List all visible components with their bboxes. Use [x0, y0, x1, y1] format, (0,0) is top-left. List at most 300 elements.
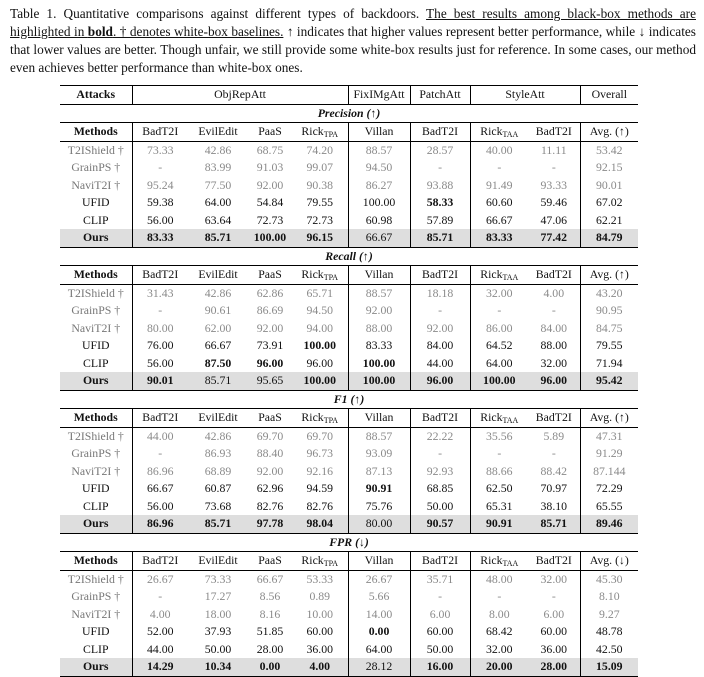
value-cell: 90.91	[470, 515, 528, 533]
value-cell: 91.29	[596, 446, 623, 460]
value-cell: 0.89	[292, 588, 348, 606]
value-cell: -	[497, 303, 502, 317]
value-cell: 67.02	[596, 195, 623, 209]
value-cell: 92.00	[256, 177, 284, 192]
method-name: T2IShield †	[60, 141, 132, 159]
value-cell: 28.12	[348, 658, 410, 676]
table-row	[60, 177, 638, 195]
value-cell: 85.71	[188, 515, 248, 533]
table-row	[60, 229, 638, 247]
table-row	[60, 641, 638, 659]
col-avg	[580, 123, 638, 142]
value-cell: -	[158, 446, 163, 460]
method-name: CLIP	[60, 212, 132, 230]
attacks-label: Attacks	[60, 86, 132, 105]
value-cell: 94.59	[292, 480, 348, 498]
col-rick-taa-subscript: TAA	[502, 416, 519, 425]
section-title-row	[60, 104, 638, 123]
col-badt2i	[132, 123, 188, 142]
value-cell: 42.86	[204, 285, 232, 300]
value-cell: 85.71	[188, 229, 248, 247]
column-header-row	[60, 266, 638, 285]
value-cell: 89.46	[580, 515, 638, 533]
value-cell: 100.00	[348, 194, 410, 212]
value-cell: 74.20	[292, 141, 348, 159]
col-badt2i-style-label: BadT2I	[535, 410, 572, 424]
value-cell: 32.00	[528, 355, 580, 373]
method-name: CLIP	[60, 355, 132, 373]
value-cell: 80.00	[348, 515, 410, 533]
value-cell: 22.22	[410, 427, 470, 445]
value-cell: 42.50	[596, 641, 623, 656]
col-paas-label: PaaS	[258, 410, 282, 424]
col-paas-label: PaaS	[258, 267, 282, 281]
value-cell: 76.00	[146, 338, 174, 352]
col-avg-label: Avg. (↓)	[589, 553, 629, 567]
value-cell: 60.87	[204, 481, 232, 495]
value-cell: 86.93	[204, 446, 232, 460]
value-cell: 17.27	[204, 589, 232, 603]
method-name: Ours	[60, 229, 132, 247]
group-fiximgatt: FixIMgAtt	[348, 86, 410, 105]
group-overall: Overall	[580, 86, 638, 105]
value-cell: 85.71	[410, 229, 470, 247]
value-cell: 18.18	[410, 284, 470, 302]
value-cell: 88.57	[348, 141, 410, 159]
col-badt2i-label: BadT2I	[142, 124, 179, 138]
value-cell: 56.00	[146, 498, 174, 513]
section-title-row	[60, 533, 638, 552]
value-cell: 32.00	[486, 285, 513, 300]
value-cell: 83.33	[470, 229, 528, 247]
value-cell: 96.00	[528, 372, 580, 390]
value-cell: 88.66	[486, 463, 513, 478]
value-cell: 84.79	[580, 229, 638, 247]
col-rick-tpa	[292, 409, 348, 428]
col-methods-label: Methods	[73, 124, 118, 138]
value-cell: 0.00	[248, 658, 292, 676]
group-styleatt: StyleAtt	[470, 86, 580, 105]
value-cell: 48.78	[596, 624, 623, 638]
value-cell: 69.70	[256, 428, 284, 443]
method-name: GrainPS †	[60, 445, 132, 463]
value-cell: 36.00	[292, 641, 348, 659]
value-cell: 8.10	[598, 589, 620, 603]
method-name: GrainPS †	[60, 159, 132, 177]
col-eviledit-label: EvilEdit	[198, 124, 238, 138]
col-villan-label: Villan	[364, 124, 394, 138]
value-cell: 72.73	[292, 212, 348, 230]
value-cell: 20.00	[470, 658, 528, 676]
value-cell: 66.67	[204, 338, 232, 352]
table-row	[60, 194, 638, 212]
table-row	[60, 570, 638, 588]
method-name: NaviT2I †	[60, 320, 132, 338]
table-caption	[10, 5, 696, 77]
col-badt2i-label: BadT2I	[142, 410, 179, 424]
col-badt2i-style-label: BadT2I	[535, 553, 572, 567]
value-cell: 90.01	[596, 177, 623, 192]
table-row	[60, 658, 638, 676]
value-cell: 37.93	[204, 624, 232, 638]
value-cell: 90.38	[292, 177, 348, 195]
value-cell: 96.15	[292, 229, 348, 247]
value-cell: 66.67	[146, 481, 174, 495]
col-rick-taa-label: Rick	[480, 410, 503, 424]
value-cell: 62.21	[596, 212, 623, 227]
value-cell: 62.86	[256, 285, 284, 300]
value-cell: 8.00	[488, 606, 510, 621]
value-cell: 95.42	[580, 372, 638, 390]
value-cell: 53.42	[596, 142, 623, 157]
value-cell: 68.85	[410, 480, 470, 498]
value-cell: 4.00	[528, 284, 580, 302]
results-table	[60, 85, 638, 677]
value-cell: 93.09	[348, 445, 410, 463]
col-villan	[348, 266, 410, 285]
value-cell: 10.34	[188, 658, 248, 676]
column-header-row	[60, 409, 638, 428]
table-row	[60, 606, 638, 624]
caption-rest: ↑ indicates that higher values represent better performance, while ↓ indicates that lower values are better. Though unfair, we still provide some white-box results just for reference. In some cases, our method even achieves better performance than white-box ones.	[10, 24, 696, 75]
value-cell: 95.65	[248, 372, 292, 390]
value-cell: 94.50	[348, 159, 410, 177]
value-cell: 90.95	[596, 303, 623, 317]
value-cell: 64.00	[348, 641, 410, 659]
value-cell: -	[410, 302, 470, 320]
value-cell: 42.86	[204, 142, 232, 157]
value-cell: 82.76	[292, 498, 348, 516]
col-methods-label: Methods	[73, 553, 118, 567]
value-cell: 92.15	[596, 160, 623, 174]
value-cell: 4.00	[292, 658, 348, 676]
col-badt2i-style	[528, 266, 580, 285]
value-cell: 75.76	[348, 498, 410, 516]
value-cell: 83.33	[132, 229, 188, 247]
value-cell: 35.71	[410, 570, 470, 588]
value-cell: 93.33	[528, 177, 580, 195]
value-cell: 72.73	[256, 212, 284, 227]
value-cell: 100.00	[248, 229, 292, 247]
value-cell: 99.07	[292, 159, 348, 177]
value-cell: 14.00	[348, 606, 410, 624]
value-cell: 85.71	[528, 515, 580, 533]
method-name: UFID	[60, 337, 132, 355]
col-rick-taa-subscript: TAA	[502, 273, 519, 282]
value-cell: 60.00	[528, 623, 580, 641]
col-rick-tpa	[292, 552, 348, 571]
value-cell: 70.97	[528, 480, 580, 498]
caption-highlight-b: . † denotes white-box baselines.	[112, 24, 284, 39]
value-cell: 47.31	[596, 428, 623, 443]
col-eviledit-label: EvilEdit	[198, 410, 238, 424]
method-name: CLIP	[60, 641, 132, 659]
column-header-row	[60, 552, 638, 571]
col-paas-label: PaaS	[258, 124, 282, 138]
col-rick-tpa-subscript: TPA	[323, 416, 339, 425]
value-cell: 86.69	[256, 303, 284, 317]
col-rick-taa	[470, 123, 528, 142]
col-badt2i-patch-label: BadT2I	[422, 267, 459, 281]
method-name: NaviT2I †	[60, 606, 132, 624]
value-cell: 43.20	[596, 285, 623, 300]
method-name: Ours	[60, 658, 132, 676]
value-cell: 100.00	[292, 372, 348, 390]
method-name: UFID	[60, 194, 132, 212]
value-cell: -	[528, 302, 580, 320]
value-cell: -	[158, 160, 163, 174]
value-cell: 14.29	[132, 658, 188, 676]
col-eviledit-label: EvilEdit	[198, 553, 238, 567]
value-cell: 50.00	[204, 641, 232, 656]
value-cell: 6.00	[528, 606, 580, 624]
value-cell: -	[158, 303, 163, 317]
col-badt2i-patch-label: BadT2I	[422, 124, 459, 138]
table-row	[60, 141, 638, 159]
value-cell: -	[410, 159, 470, 177]
col-avg	[580, 552, 638, 571]
column-header-row	[60, 123, 638, 142]
col-badt2i-style-label: BadT2I	[535, 124, 572, 138]
attacks-header-row	[60, 86, 638, 105]
caption-highlight-bold: bold	[87, 24, 113, 39]
col-rick-tpa-subscript: TPA	[323, 559, 339, 568]
value-cell: 98.04	[292, 515, 348, 533]
value-cell: 92.00	[256, 320, 284, 335]
value-cell: 94.00	[292, 320, 348, 338]
value-cell: 9.27	[598, 606, 620, 621]
method-name: T2IShield †	[60, 427, 132, 445]
col-rick-tpa-subscript: TPA	[323, 130, 339, 139]
col-rick-taa-label: Rick	[480, 267, 503, 281]
col-methods	[60, 123, 132, 142]
value-cell: 87.144	[593, 463, 626, 478]
value-cell: 90.61	[204, 303, 232, 317]
value-cell: 91.49	[486, 177, 513, 192]
table-row	[60, 284, 638, 302]
value-cell: 73.91	[256, 338, 284, 352]
value-cell: 68.89	[204, 463, 232, 478]
value-cell: 56.00	[146, 212, 174, 227]
value-cell: 58.33	[410, 194, 470, 212]
method-name: Ours	[60, 372, 132, 390]
section-title-row	[60, 390, 638, 409]
table-row	[60, 623, 638, 641]
col-avg-label: Avg. (↑)	[589, 124, 629, 138]
value-cell: 10.00	[292, 606, 348, 624]
value-cell: 69.70	[292, 427, 348, 445]
col-villan	[348, 409, 410, 428]
method-name: NaviT2I †	[60, 463, 132, 481]
col-badt2i-label: BadT2I	[142, 553, 179, 567]
col-rick-taa-label: Rick	[480, 124, 503, 138]
value-cell: 53.33	[292, 570, 348, 588]
group-patchatt: PatchAtt	[410, 86, 470, 105]
value-cell: 66.67	[348, 229, 410, 247]
value-cell: 4.00	[149, 606, 171, 621]
value-cell: 62.00	[204, 320, 232, 335]
value-cell: 100.00	[292, 337, 348, 355]
value-cell: 60.00	[410, 623, 470, 641]
section-title: Recall (↑)	[60, 247, 638, 266]
value-cell: -	[528, 588, 580, 606]
table-row	[60, 463, 638, 481]
value-cell: 15.09	[580, 658, 638, 676]
value-cell: 54.84	[256, 195, 284, 209]
table-row	[60, 498, 638, 516]
col-eviledit-label: EvilEdit	[198, 267, 238, 281]
value-cell: 8.56	[259, 589, 281, 603]
value-cell: 90.91	[348, 480, 410, 498]
col-badt2i	[132, 409, 188, 428]
col-badt2i-patch	[410, 266, 470, 285]
col-badt2i-style	[528, 552, 580, 571]
table-row	[60, 355, 638, 373]
value-cell: -	[497, 160, 502, 174]
method-name: T2IShield †	[60, 284, 132, 302]
col-villan-label: Villan	[364, 267, 394, 281]
value-cell: -	[497, 446, 502, 460]
col-avg	[580, 409, 638, 428]
value-cell: 47.06	[528, 212, 580, 230]
value-cell: 5.89	[528, 427, 580, 445]
col-rick-taa-subscript: TAA	[502, 130, 519, 139]
value-cell: 88.40	[256, 446, 284, 460]
col-paas	[248, 266, 292, 285]
value-cell: 84.75	[596, 320, 623, 335]
value-cell: 44.00	[146, 428, 174, 443]
col-paas-label: PaaS	[258, 553, 282, 567]
method-name: NaviT2I †	[60, 177, 132, 195]
value-cell: 32.00	[486, 641, 513, 656]
col-paas	[248, 123, 292, 142]
col-eviledit	[188, 266, 248, 285]
value-cell: 83.33	[348, 337, 410, 355]
section-title: Precision (↑)	[60, 104, 638, 123]
value-cell: 96.73	[292, 445, 348, 463]
value-cell: 11.11	[528, 141, 580, 159]
value-cell: 100.00	[348, 372, 410, 390]
value-cell: 59.38	[146, 195, 174, 209]
section-title-row	[60, 247, 638, 266]
col-methods-label: Methods	[73, 410, 118, 424]
value-cell: 65.31	[486, 498, 513, 513]
value-cell: -	[497, 589, 502, 603]
value-cell: -	[528, 159, 580, 177]
col-avg	[580, 266, 638, 285]
value-cell: 66.67	[256, 571, 284, 586]
value-cell: -	[528, 445, 580, 463]
col-villan	[348, 123, 410, 142]
value-cell: 97.78	[248, 515, 292, 533]
col-badt2i	[132, 266, 188, 285]
value-cell: 85.71	[188, 372, 248, 390]
value-cell: -	[410, 445, 470, 463]
value-cell: 48.00	[486, 571, 513, 586]
value-cell: 63.64	[204, 212, 232, 227]
value-cell: 16.00	[410, 658, 470, 676]
table-row	[60, 302, 638, 320]
value-cell: 88.00	[528, 337, 580, 355]
table-row	[60, 337, 638, 355]
value-cell: 64.52	[486, 338, 513, 352]
value-cell: 66.67	[486, 212, 513, 227]
value-cell: 62.96	[256, 481, 284, 495]
value-cell: 26.67	[146, 571, 174, 586]
value-cell: 100.00	[348, 355, 410, 373]
col-eviledit	[188, 123, 248, 142]
value-cell: 84.00	[528, 320, 580, 338]
col-rick-tpa	[292, 266, 348, 285]
value-cell: 0.00	[348, 623, 410, 641]
col-rick-tpa	[292, 123, 348, 142]
col-rick-tpa-label: Rick	[301, 124, 324, 138]
col-avg-label: Avg. (↑)	[589, 267, 629, 281]
table-row	[60, 212, 638, 230]
value-cell: 28.00	[528, 658, 580, 676]
col-villan-label: Villan	[364, 410, 394, 424]
value-cell: 92.16	[292, 463, 348, 481]
value-cell: 60.60	[486, 195, 513, 209]
value-cell: 64.00	[486, 355, 513, 370]
method-name: GrainPS †	[60, 588, 132, 606]
value-cell: 96.00	[292, 355, 348, 373]
value-cell: 88.42	[528, 463, 580, 481]
method-name: UFID	[60, 480, 132, 498]
caption-highlight-a: The best results among black-box methods are highlighted in	[10, 6, 696, 39]
col-methods	[60, 409, 132, 428]
col-rick-tpa-subscript: TPA	[323, 273, 339, 282]
col-badt2i-style	[528, 123, 580, 142]
value-cell: 18.00	[204, 606, 232, 621]
value-cell: 64.00	[204, 195, 232, 209]
value-cell: 60.98	[348, 212, 410, 230]
value-cell: -	[410, 588, 470, 606]
value-cell: 73.33	[146, 142, 174, 157]
value-cell: 36.00	[528, 641, 580, 659]
value-cell: 77.50	[204, 177, 232, 192]
value-cell: 91.03	[256, 160, 284, 174]
table-row	[60, 515, 638, 533]
col-badt2i-patch-label: BadT2I	[422, 410, 459, 424]
col-rick-taa-label: Rick	[480, 553, 503, 567]
table-row	[60, 372, 638, 390]
col-avg-label: Avg. (↑)	[589, 410, 629, 424]
value-cell: 84.00	[410, 337, 470, 355]
value-cell: 86.96	[132, 515, 188, 533]
value-cell: 86.96	[146, 463, 174, 478]
value-cell: 45.30	[596, 571, 623, 586]
value-cell: 73.68	[204, 498, 232, 513]
value-cell: 65.71	[292, 284, 348, 302]
col-badt2i-label: BadT2I	[142, 267, 179, 281]
col-villan	[348, 552, 410, 571]
value-cell: 26.67	[348, 570, 410, 588]
value-cell: 77.42	[528, 229, 580, 247]
value-cell: 59.46	[528, 194, 580, 212]
value-cell: 40.00	[486, 142, 513, 157]
value-cell: 87.13	[348, 463, 410, 481]
value-cell: 44.00	[146, 641, 174, 656]
col-methods	[60, 552, 132, 571]
value-cell: 65.55	[596, 498, 623, 513]
col-badt2i-patch-label: BadT2I	[422, 553, 459, 567]
section-title: FPR (↓)	[60, 533, 638, 552]
value-cell: 94.50	[292, 302, 348, 320]
value-cell: 28.00	[256, 641, 284, 656]
value-cell: 31.43	[146, 285, 174, 300]
value-cell: 95.24	[146, 177, 174, 192]
